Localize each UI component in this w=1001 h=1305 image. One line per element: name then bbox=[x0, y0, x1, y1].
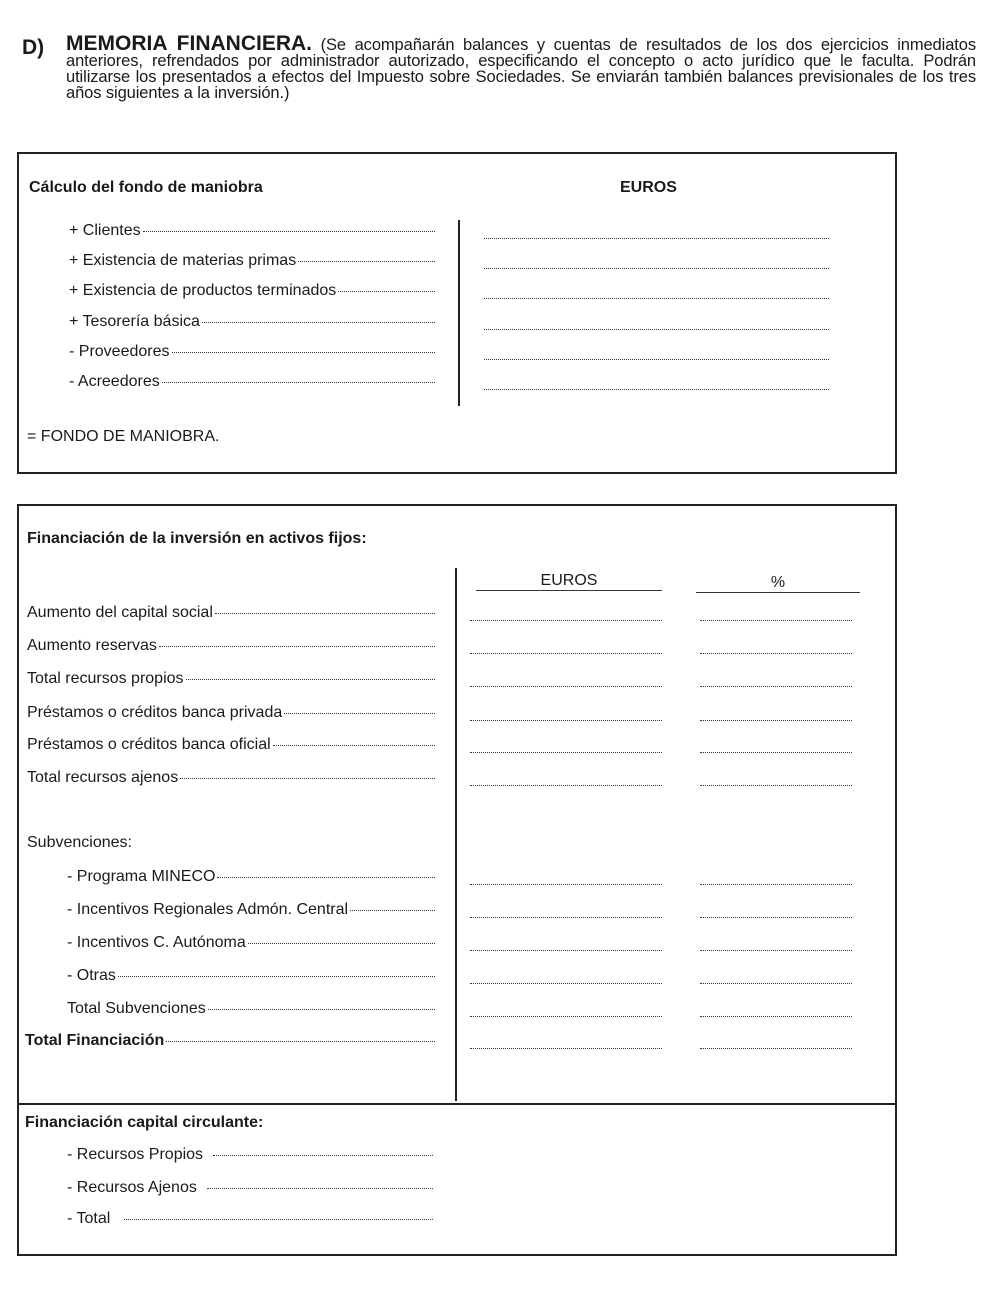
fin-euros-field[interactable] bbox=[470, 720, 662, 721]
fondo-row-materias-primas: + Existencia de materias primas bbox=[69, 252, 435, 272]
financiacion-column-divider bbox=[455, 568, 457, 1101]
fondo-row-productos-terminados: + Existencia de productos terminados bbox=[69, 282, 435, 302]
financiacion-title: Financiación de la inversión en activos fijos: bbox=[27, 530, 367, 547]
sub-row-incentivos-autonoma: - Incentivos C. Autónoma bbox=[67, 934, 435, 954]
section-intro bbox=[66, 32, 976, 102]
fondo-maniobra-box bbox=[17, 152, 897, 474]
fin-row-total-financiacion: Total Financiación bbox=[25, 1032, 435, 1052]
fondo-row-acreedores: - Acreedores bbox=[69, 373, 435, 393]
fin-pct-field[interactable] bbox=[700, 686, 852, 687]
section-title: MEMORIA FINANCIERA. bbox=[66, 32, 312, 55]
sub-euros-field[interactable] bbox=[470, 884, 662, 885]
fondo-euros-field[interactable] bbox=[484, 329, 829, 330]
sub-row-otras: - Otras bbox=[67, 967, 435, 987]
section-instructions: (Se acompañarán balances y cuentas de resultados de los dos ejercicios inmediatos anteriores, refrendados por administrador autorizado, especificando el concepto o acto jurídico que le faculta. Podrán utilizarse los presentados a efectos del Impuesto sobre Sociedades. Se enviarán también balances previsionales de los tres años siguientes a la inversión.) bbox=[66, 36, 976, 102]
fondo-column-divider bbox=[458, 220, 460, 406]
fin-euros-field[interactable] bbox=[470, 686, 662, 687]
total-euros-field[interactable] bbox=[470, 1048, 662, 1049]
fin-row-banca-privada: Préstamos o créditos banca privada bbox=[27, 704, 435, 724]
circulante-divider bbox=[19, 1103, 895, 1105]
sub-pct-field[interactable] bbox=[700, 1016, 852, 1017]
financiacion-box bbox=[17, 504, 897, 1256]
fondo-row-proveedores: - Proveedores bbox=[69, 343, 435, 363]
circulante-title: Financiación capital circulante: bbox=[25, 1114, 264, 1131]
fin-euros-field[interactable] bbox=[470, 785, 662, 786]
fin-pct-field[interactable] bbox=[700, 620, 852, 621]
fin-euros-field[interactable] bbox=[470, 752, 662, 753]
fondo-euros-field[interactable] bbox=[484, 298, 829, 299]
sub-euros-field[interactable] bbox=[470, 1016, 662, 1017]
total-pct-field[interactable] bbox=[700, 1048, 852, 1049]
fondo-euros-field[interactable] bbox=[484, 389, 829, 390]
fondo-euros-field[interactable] bbox=[484, 359, 829, 360]
fin-euros-field[interactable] bbox=[470, 620, 662, 621]
financiacion-euros-header: EUROS bbox=[476, 572, 662, 591]
sub-row-incentivos-central: - Incentivos Regionales Admón. Central bbox=[67, 901, 435, 921]
fondo-euros-field[interactable] bbox=[484, 268, 829, 269]
fondo-total: = FONDO DE MANIOBRA. bbox=[27, 428, 220, 445]
fin-row-capital-social: Aumento del capital social bbox=[27, 604, 435, 624]
fin-pct-field[interactable] bbox=[700, 720, 852, 721]
fin-row-banca-oficial: Préstamos o créditos banca oficial bbox=[27, 736, 435, 756]
sub-pct-field[interactable] bbox=[700, 884, 852, 885]
fin-pct-field[interactable] bbox=[700, 653, 852, 654]
subvenciones-label: Subvenciones: bbox=[27, 834, 132, 851]
circ-row-total: - Total bbox=[67, 1210, 433, 1230]
sub-row-mineco: - Programa MINECO bbox=[67, 868, 435, 888]
circ-row-ajenos: - Recursos Ajenos bbox=[67, 1179, 433, 1199]
fin-row-total-ajenos: Total recursos ajenos bbox=[27, 769, 435, 789]
fondo-row-tesoreria: + Tesorería básica bbox=[69, 313, 435, 333]
section-letter: D) bbox=[22, 36, 45, 59]
sub-euros-field[interactable] bbox=[470, 983, 662, 984]
fondo-row-clientes: + Clientes bbox=[69, 222, 435, 242]
fin-row-total-propios: Total recursos propios bbox=[27, 670, 435, 690]
sub-euros-field[interactable] bbox=[470, 950, 662, 951]
circ-row-propios: - Recursos Propios bbox=[67, 1146, 433, 1166]
sub-pct-field[interactable] bbox=[700, 983, 852, 984]
fondo-title: Cálculo del fondo de maniobra bbox=[29, 179, 263, 196]
sub-pct-field[interactable] bbox=[700, 917, 852, 918]
fondo-euros-header: EUROS bbox=[620, 179, 677, 196]
sub-euros-field[interactable] bbox=[470, 917, 662, 918]
fin-pct-field[interactable] bbox=[700, 785, 852, 786]
fin-euros-field[interactable] bbox=[470, 653, 662, 654]
sub-row-total-subvenciones: Total Subvenciones bbox=[67, 1000, 435, 1020]
fondo-euros-field[interactable] bbox=[484, 238, 829, 239]
sub-pct-field[interactable] bbox=[700, 950, 852, 951]
financiacion-pct-header: % bbox=[696, 574, 860, 593]
fin-row-aumento-reservas: Aumento reservas bbox=[27, 637, 435, 657]
fin-pct-field[interactable] bbox=[700, 752, 852, 753]
